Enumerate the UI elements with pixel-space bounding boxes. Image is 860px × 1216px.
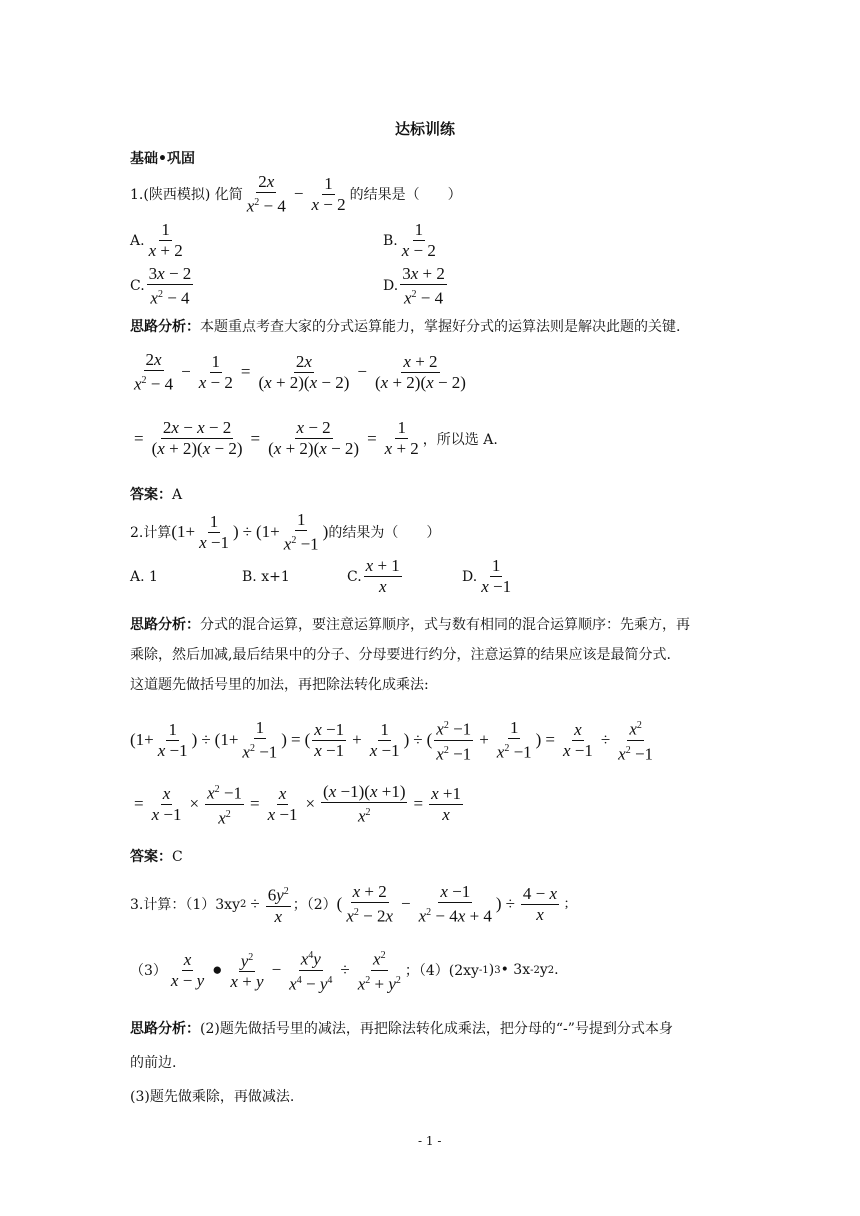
q1-step-2: = $\frac{2x - x - 2}{(x + 2)(x - 2)}$ = $\frac{x - 2}{(x + 2)(x - 2)}$ = $\frac{1}{x + 2}$ ，所以选 A.: [134, 418, 498, 458]
q2-analysis: 思路分析：分式的混合运算，要注意运算顺序，式与数有相同的混合运算顺序：先乘方，再 乘除，然后加减,最后结果中的分子、分母要进行约分，注意运算的结果应该是最简分式. 这道题先做括号里的加法，再把除法转化成乘法:: [130, 617, 690, 693]
q2-option-b: B. x+1: [242, 568, 290, 585]
q3-part4: ；（4）(2xy: [404, 963, 479, 980]
q1-answer: 答案：A: [130, 487, 183, 503]
question-2: [130, 510, 440, 555]
question-1: [130, 172, 462, 217]
q2-prefix: 2.计算: [130, 525, 172, 542]
q2-option-c: C. x + 1 x: [347, 556, 400, 596]
q2-step-1: (1+ $\frac{1}{x -1}$ ) ÷ (1+ $\frac{1}{x^2 -1}$ ) = ( x −1 x −1 + $\frac{1}{x -1}$ ) ÷ ( $x^2 -1$ $x^2 -1$ + $\frac{1}{x^2 -1}$ ) = $\frac{x}{x -1}$ ÷ $\frac{x^2}{x^2 -1}$: [130, 717, 654, 764]
q1-option-a: A. 1 x + 2: [130, 220, 183, 260]
q1-step-1: 2x $x^2 - 4$ − $\frac{1}{x - 2}$ = $\frac{2x}{(x + 2)(x - 2)}$ − $\frac{x + 2}{(x + 2)(x - 2)}$: [134, 350, 466, 394]
q3-prefix: 3.计算：（1）3xy: [130, 897, 240, 914]
q3-analysis: 思路分析：(2)题先做括号里的减法，再把除法转化成乘法，把分母的“-”号提到分式本身 的前边. (3)题先做乘除，再做减法.: [130, 1021, 673, 1105]
page-number: - 1 -: [418, 1134, 442, 1148]
q2-options: [130, 556, 515, 597]
q1-analysis: 思路分析：本题重点考查大家的分式运算能力，掌握好分式的运算法则是解决此题的关键.: [130, 319, 681, 335]
q2-step-2: = $\frac{x}{x -1}$ × $\frac{x^2 -1}{x^2}$ = $\frac{x}{x -1}$ × $\frac{(x -1)(x +1)}{x^2}$ = $\frac{x +1}{x}$: [134, 781, 461, 828]
q1-suffix: 的结果是（ ）: [349, 187, 462, 204]
q2-option-a: A. 1: [130, 568, 158, 585]
question-3: 3.计算：（1）3xy 2 ÷ $\frac{6y^2}{x}$ ；（2） ( x + 2 $x^2 - 2x$ − $\frac{x -1}{x^2 - 4x + 4}$ ) ÷ $\frac{4 - x}{x}$ ;: [130, 882, 569, 926]
q2-answer: 答案：C: [130, 849, 183, 865]
q3-part1: ÷ $\frac{6y^2}{x}$: [246, 882, 292, 927]
q1-prefix: 1.(陕西模拟) 化简: [130, 187, 243, 204]
q2-option-d: D. 1 x −1: [462, 556, 512, 596]
q2-expression: (1+ $\frac{1}{x -1}$ ) ÷ (1+ $\frac{1}{x^2 -1}$ ): [171, 510, 329, 554]
q3-part2-label: ；（2）: [292, 897, 337, 914]
q1-option-d: D. 3x + 2 $x^2 - 4$: [383, 264, 445, 308]
section-heading: 基础•巩固: [130, 151, 195, 167]
page-title: 达标训练: [395, 120, 456, 138]
q1-option-c: C. 3x − 2 $x^2 - 4$: [130, 264, 192, 308]
q1-expression: 2x $x^2 - 4$ − $\frac{1}{x - 2}$: [246, 172, 346, 216]
q3-part3-label: （3）: [130, 963, 167, 980]
q2-suffix: 的结果为（ ）: [328, 525, 441, 542]
question-3-line2: （3） x x − y ● $y^2$ x + y − $\frac{x^4y}{x^4 - y^4}$ ÷ $\frac{x^2}{x^2 + y^2}$ ；（4）(2xy -1 ) 3 • 3x -2 y 2 .: [130, 946, 559, 994]
q1-option-b: B. 1 x − 2: [383, 220, 436, 260]
q3-part2: ( x + 2 $x^2 - 2x$ − $\frac{x -1}{x^2 - 4x + 4}$ ) ÷ $\frac{4 - x}{x}$ ;: [336, 882, 569, 926]
q3-part3: x x − y ● $y^2$ x + y − $\frac{x^4y}{x^4 - y^4}$ ÷ $\frac{x^2}{x^2 + y^2}$: [167, 946, 405, 994]
